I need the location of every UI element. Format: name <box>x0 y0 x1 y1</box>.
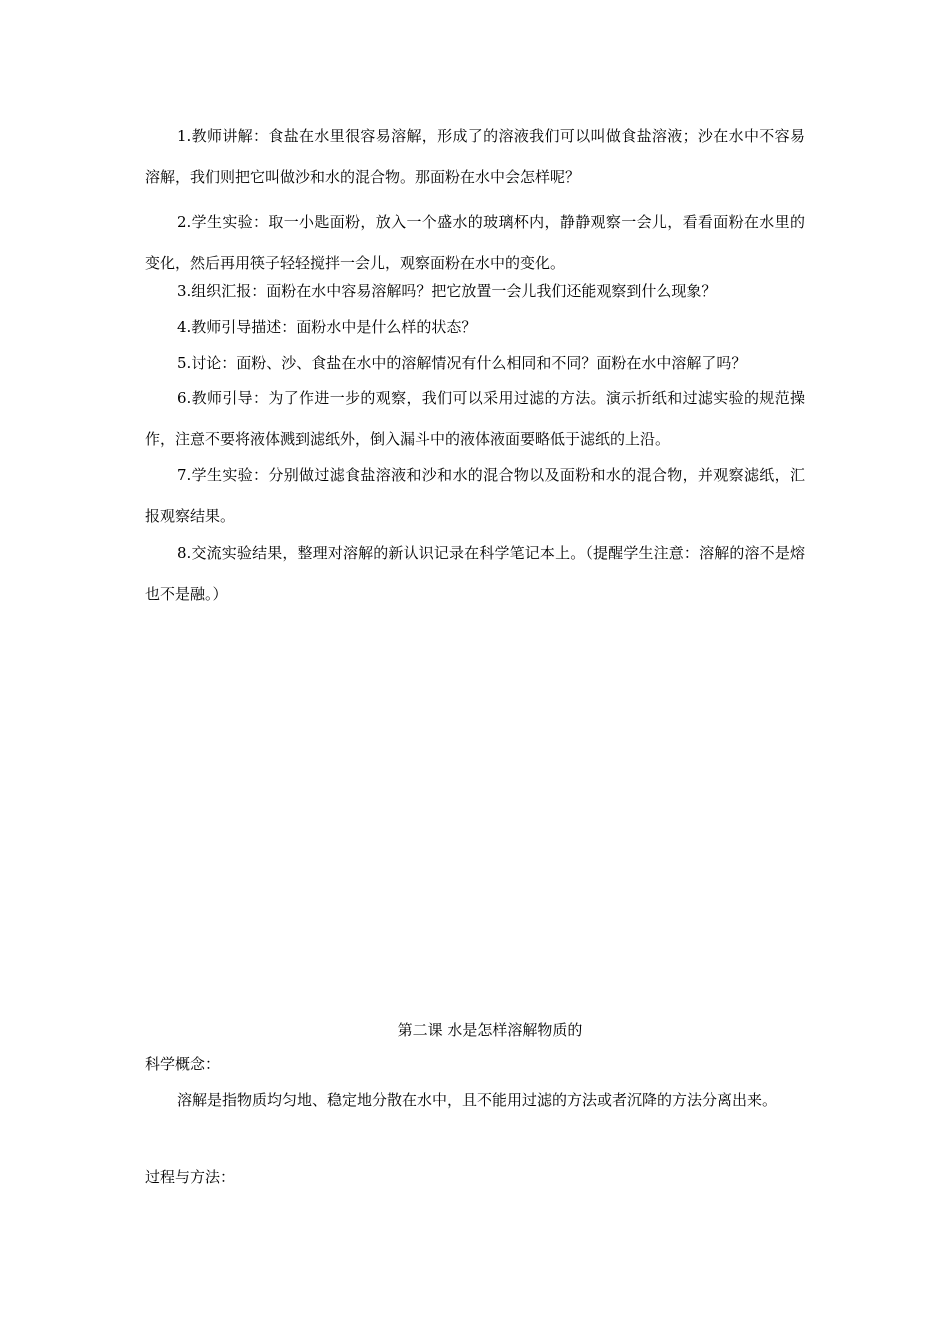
procedure-step-6: 6.教师引导：为了作进一步的观察，我们可以采用过滤的方法。演示折纸和过滤实验的规范操作，注意不要将液体溅到滤纸外，倒入漏斗中的液体液面要略低于滤纸的上沿。 <box>145 389 805 448</box>
lesson-title: 第二课 水是怎样溶解物质的 <box>397 1021 583 1039</box>
procedure-step-4: 4.教师引导描述：面粉水中是什么样的状态？ <box>177 318 477 336</box>
procedure-step-3: 3.组织汇报：面粉在水中容易溶解吗？把它放置一会儿我们还能观察到什么现象？ <box>177 282 717 300</box>
science-concept-text: 溶解是指物质均匀地、稳定地分散在水中，且不能用过滤的方法或者沉降的方法分离出来。 <box>177 1091 778 1109</box>
procedure-step-1: 1.教师讲解：食盐在水里很容易溶解，形成了的溶液我们可以叫做食盐溶液；沙在水中不容易溶解，我们则把它叫做沙和水的混合物。那面粉在水中会怎样呢？ <box>145 127 805 186</box>
process-method-label: 过程与方法： <box>145 1168 236 1186</box>
procedure-step-2: 2.学生实验：取一小匙面粉，放入一个盛水的玻璃杯内，静静观察一会儿，看看面粉在水里的变化，然后再用筷子轻轻搅拌一会儿，观察面粉在水中的变化。 <box>145 213 805 272</box>
science-concept-label: 科学概念： <box>145 1055 221 1073</box>
procedure-step-8: 8.交流实验结果，整理对溶解的新认识记录在科学笔记本上。（提醒学生注意：溶解的溶不是熔也不是融。） <box>145 544 805 603</box>
procedure-step-7: 7.学生实验：分别做过滤食盐溶液和沙和水的混合物以及面粉和水的混合物，并观察滤纸，汇报观察结果。 <box>145 466 805 525</box>
procedure-step-5: 5.讨论：面粉、沙、食盐在水中的溶解情况有什么相同和不同？面粉在水中溶解了吗？ <box>177 354 747 372</box>
